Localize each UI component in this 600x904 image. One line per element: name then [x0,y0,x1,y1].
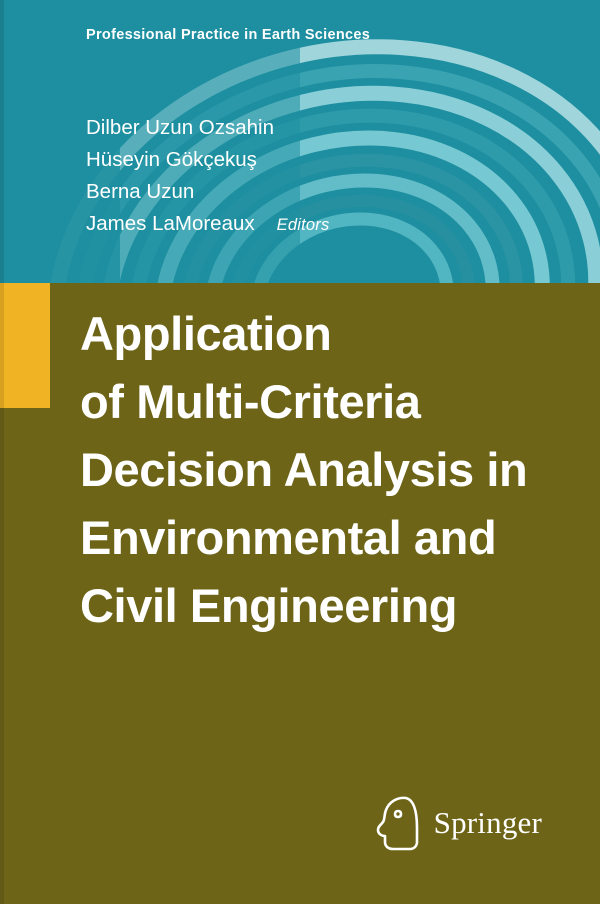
series-title: Professional Practice in Earth Sciences [86,27,371,43]
spine-shadow [0,0,4,904]
page-title [80,300,570,640]
title-line: Civil Engineering [80,579,458,632]
editor-name: Dilber Uzun Ozsahin [86,116,274,139]
title-line: of Multi-Criteria [80,375,421,428]
editor-name: Hüseyin Gökçekuş [86,148,257,171]
title-line: Environmental and [80,511,497,564]
cover-header-band [0,0,600,283]
editors-role-label: Editors [276,216,330,234]
editor-name-with-role [86,208,329,241]
publisher-name: Springer [433,805,542,840]
title-line: Decision Analysis in [80,443,528,496]
publisher-logo [376,794,542,852]
springer-knight-icon [376,794,422,852]
editor-list [86,112,329,241]
editor-name: Berna Uzun [86,180,195,203]
title-line: Application [80,307,332,360]
editor-name: James LaMoreaux [86,212,255,235]
accent-color-block [0,283,50,408]
